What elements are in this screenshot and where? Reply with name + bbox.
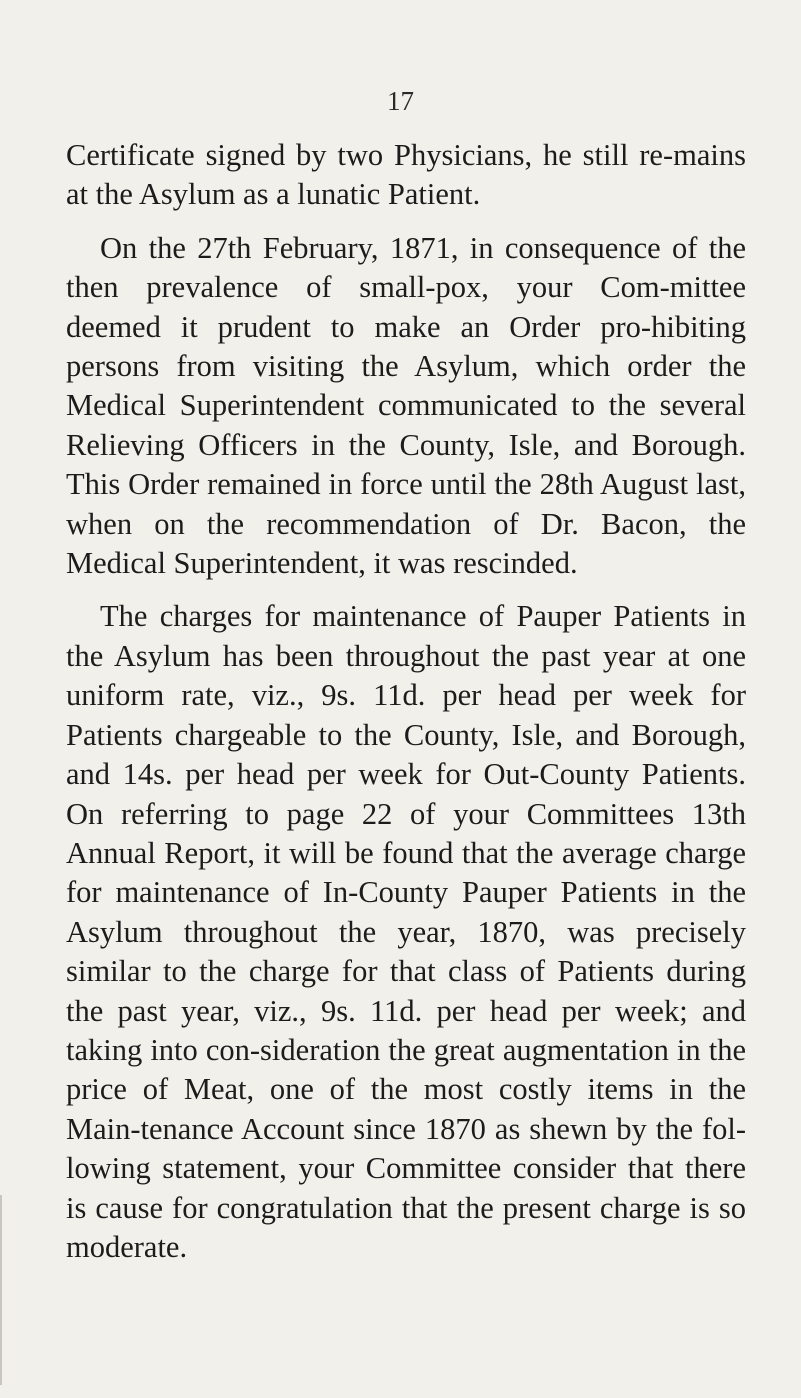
page-edge-mark [0,1195,2,1385]
body-text [66,136,746,1281]
paragraph-smallpox-order: On the 27th February, 1871, in consequence of the then prevalence of small-pox, your Com-mittee deemed it prudent to make an Order pro-hibiting persons from visiting the Asylum, which order the Medical Superintendent communicated to the several Relieving Officers in the County, Isle, and Borough. This Order remained in force until the 28th August last, when on the recommendation of Dr. Bacon, the Medical Superintendent, it was rescinded. [66,230,746,581]
paragraph-maintenance-charges: The charges for maintenance of Pauper Patients in the Asylum has been throughout the past year at one uniform rate, viz., 9s. 11d. per head per week for Patients chargeable to the County, Isle, and Borough, and 14s. per head per week for Out-County Patients. On referring to page 22 of your Committees 13th Annual Report, it will be found that the average charge for maintenance of In-County Pauper Patients in the Asylum throughout the year, 1870, was precisely similar to the charge for that class of Patients during the past year, viz., 9s. 11d. per head per week; and taking into con-sideration the great augmentation in the price of Meat, one of the most costly items in the Main-tenance Account since 1870 as shewn by the fol-lowing statement, your Committee consider that there is cause for congratulation that the present charge is so moderate. [66,599,746,1264]
page-number: 17 [387,86,414,116]
paragraph-continuation: Certificate signed by two Physicians, he still re-mains at the Asylum as a lunatic Patient. [66,138,746,212]
